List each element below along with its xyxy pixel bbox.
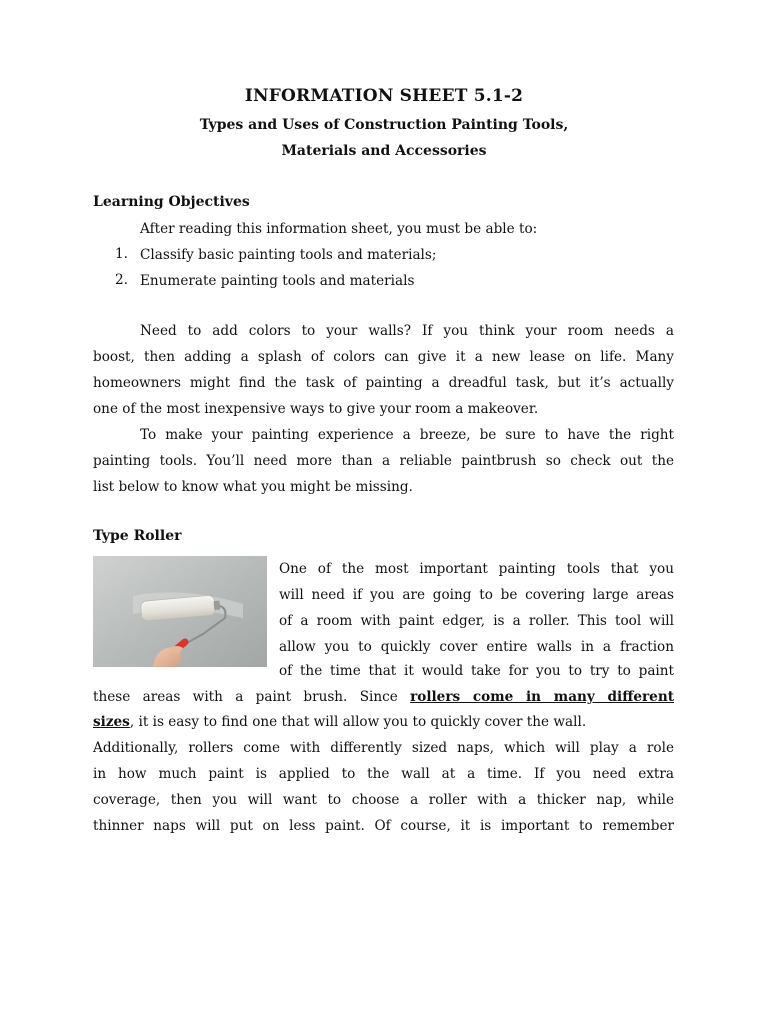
paragraph-line-with-link xyxy=(93,688,674,706)
paragraph-line: Additionally, rollers come with differently sized naps, which will play a role xyxy=(93,740,674,756)
paragraph-line: painting tools. You’ll need more than a reliable paintbrush so check out the xyxy=(93,453,674,469)
paragraph-line: To make your painting experience a breeze, be sure to have the right xyxy=(140,427,674,443)
paragraph-line: boost, then adding a splash of colors can give it a new lease on life. Many xyxy=(93,349,674,365)
roller-sizes-link-end[interactable]: sizes xyxy=(93,714,130,730)
paragraph-line: list below to know what you might be missing. xyxy=(93,479,413,495)
paragraph-line: one of the most inexpensive ways to give your room a makeover. xyxy=(93,401,539,417)
paragraph-line: allow you to quickly cover entire walls in a fraction xyxy=(279,639,674,655)
objectives-intro: After reading this information sheet, you must be able to: xyxy=(140,221,538,237)
paragraph-text: these areas with a paint brush. Since xyxy=(93,689,411,705)
paragraph-line: Need to add colors to your walls? If you think your room needs a xyxy=(140,323,674,339)
objective-number-2: 2. xyxy=(115,272,128,288)
roller-sizes-link[interactable]: rollers come in many different xyxy=(410,689,674,705)
paragraph-line: One of the most important painting tools that you xyxy=(279,561,674,577)
objective-number-1: 1. xyxy=(115,246,128,262)
paragraph-text: , it is easy to find one that will allow you to quickly cover the wall. xyxy=(129,714,587,730)
paragraph-line: of a room with paint edger, is a roller. This tool will xyxy=(279,613,674,629)
paint-roller-icon xyxy=(93,556,267,667)
paint-roller-photo xyxy=(93,556,267,667)
type-roller-heading: Type Roller xyxy=(93,528,182,544)
paragraph-line: of the time that it would take for you to try to paint xyxy=(279,663,674,679)
page-subtitle-line2: Materials and Accessories xyxy=(281,143,487,159)
learning-objectives-heading: Learning Objectives xyxy=(93,194,250,210)
objective-item-2: Enumerate painting tools and materials xyxy=(140,273,415,289)
paragraph-line: will need if you are going to be covering large areas xyxy=(279,587,674,603)
objective-item-1: Classify basic painting tools and materials; xyxy=(140,247,437,263)
page-title: INFORMATION SHEET 5.1-2 xyxy=(244,86,524,106)
page-subtitle-line1: Types and Uses of Construction Painting Tools, xyxy=(199,117,569,133)
paragraph-line-with-link xyxy=(93,713,674,731)
paragraph-line: in how much paint is applied to the wall at a time. If you need extra xyxy=(93,766,674,782)
paragraph-line: thinner naps will put on less paint. Of course, it is important to remember xyxy=(93,818,674,834)
paragraph-line: coverage, then you will want to choose a roller with a thicker nap, while xyxy=(93,792,674,808)
paragraph-line: homeowners might find the task of painting a dreadful task, but it’s actually xyxy=(93,375,674,391)
